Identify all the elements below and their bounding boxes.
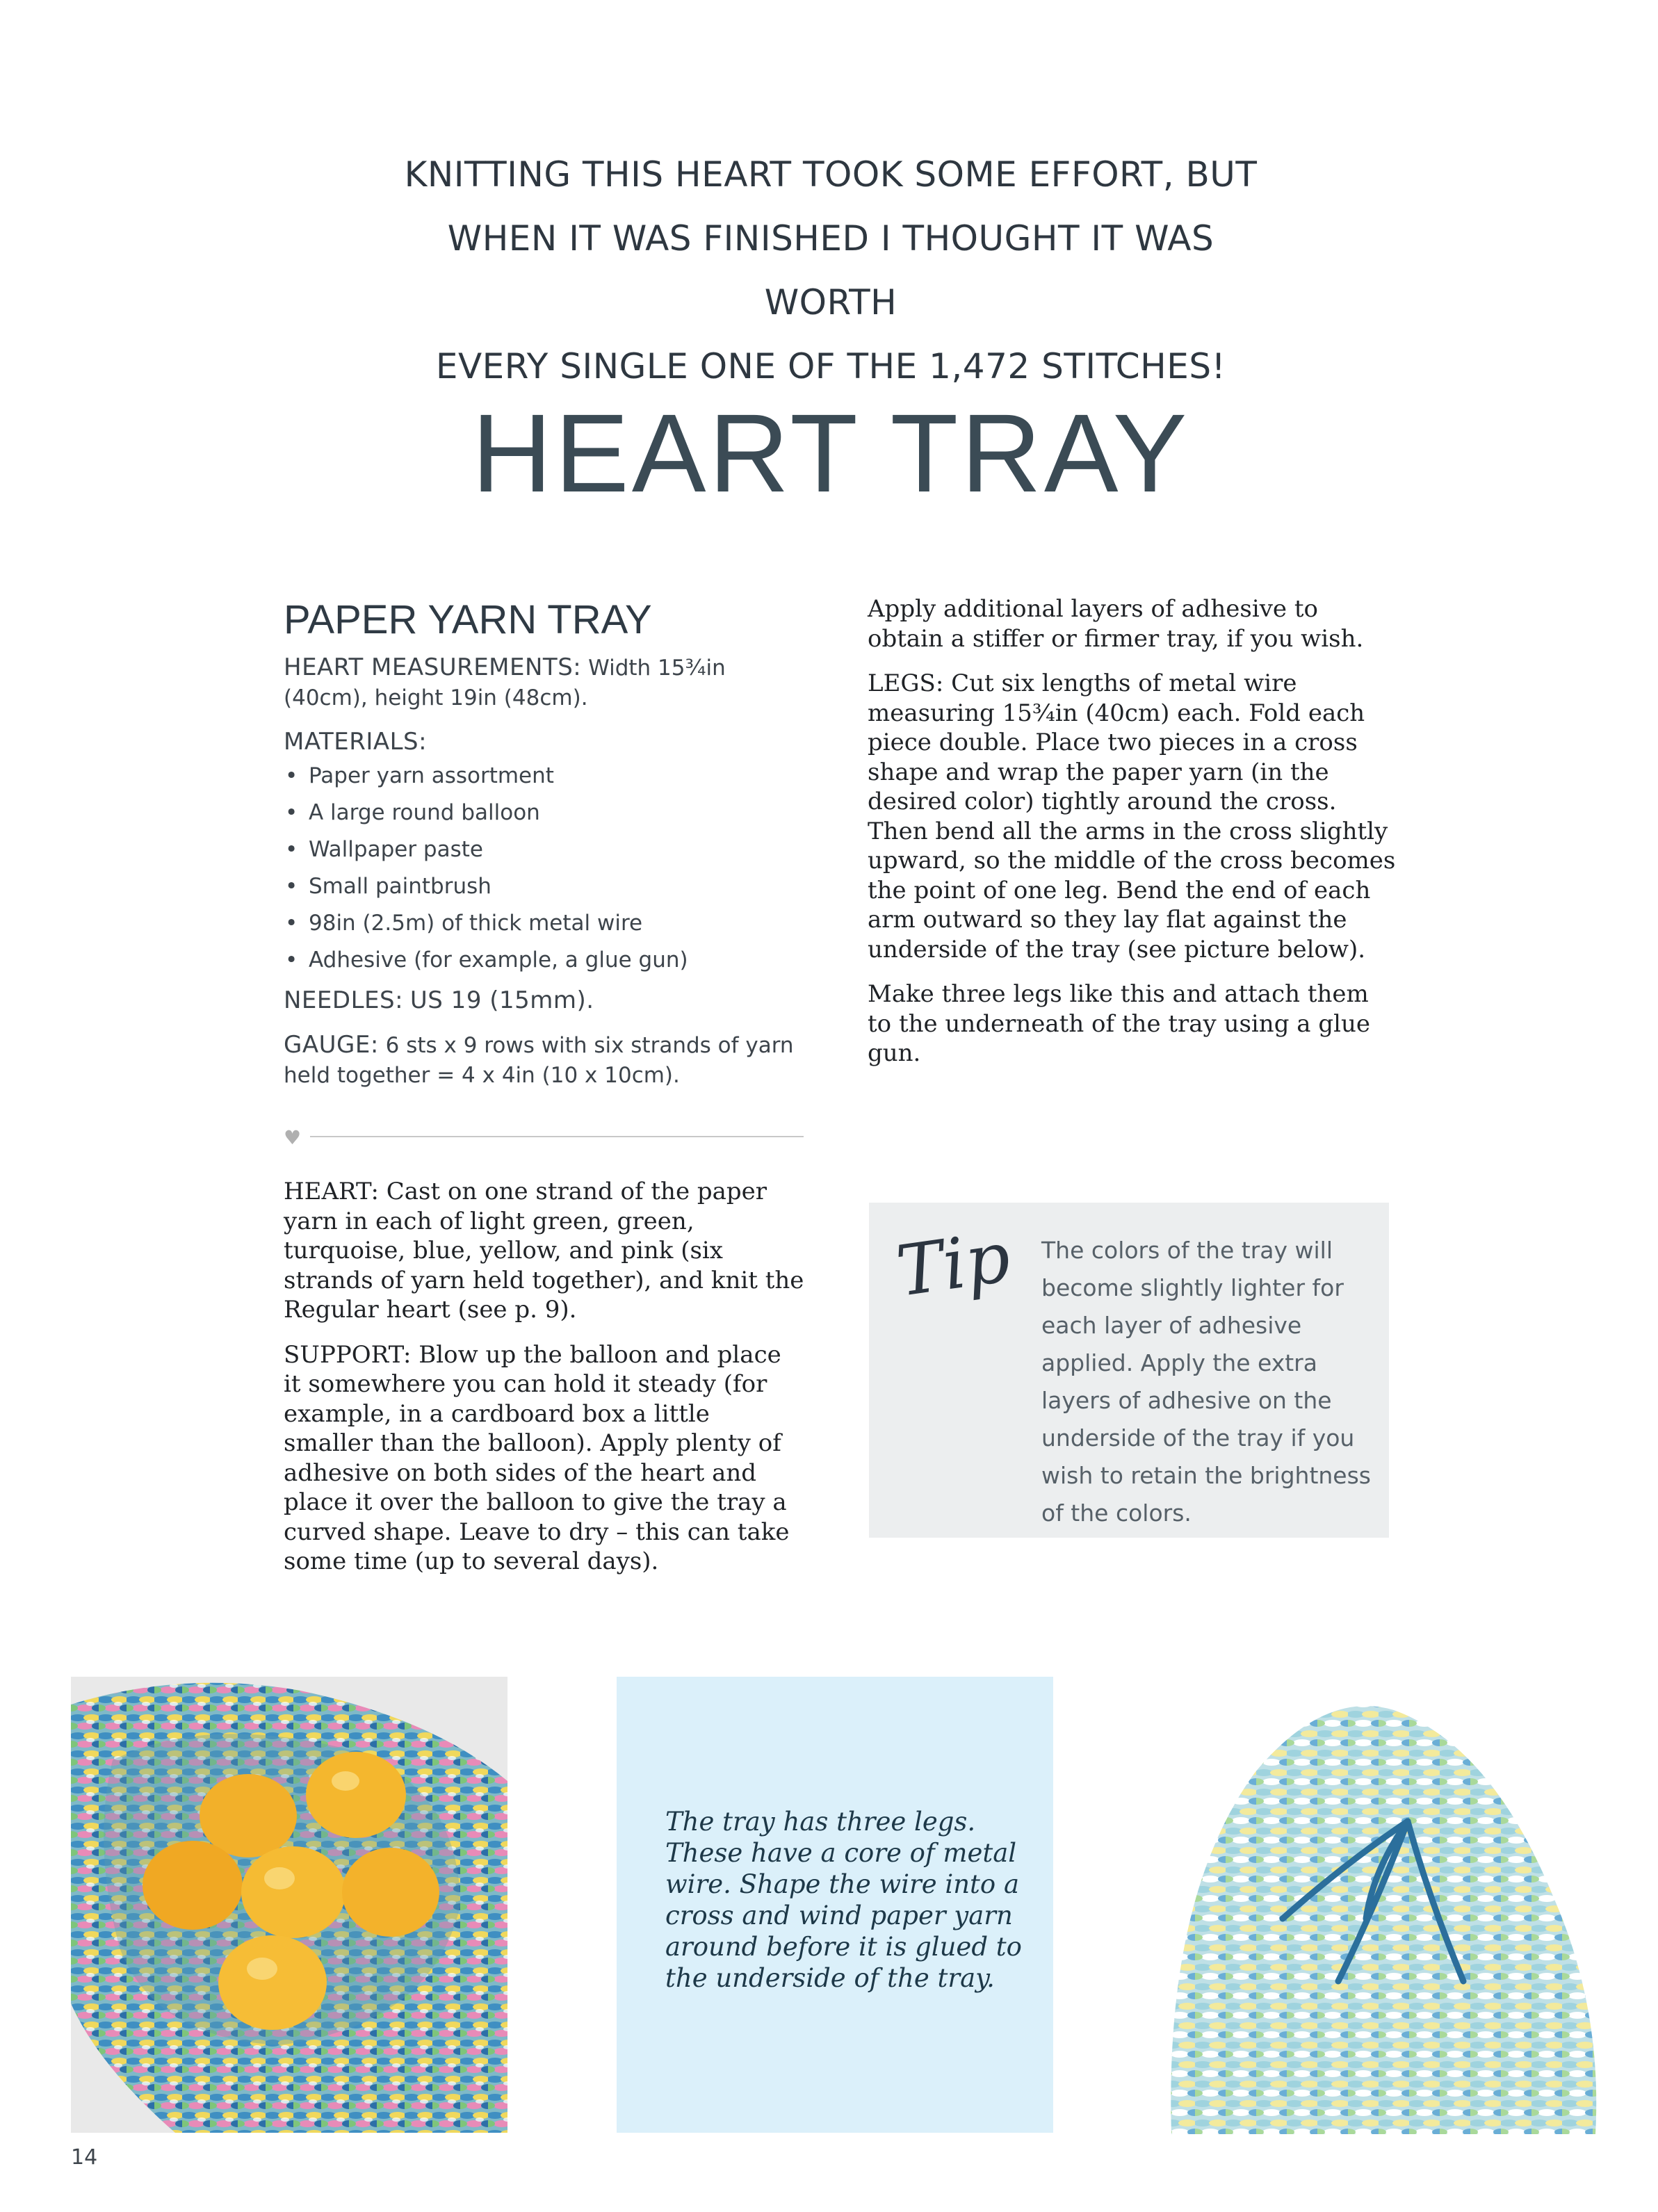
intro-line-2: WHEN IT WAS FINISHED I THOUGHT IT WAS WORTH — [447, 218, 1214, 323]
intro-quote — [389, 143, 1272, 398]
intro-line-3: EVERY SINGLE ONE OF THE 1,472 STITCHES! — [435, 346, 1226, 387]
materials-heading — [284, 727, 812, 758]
measurements-label: HEART MEASUREMENTS: — [284, 653, 582, 681]
legs-paragraph: LEGS: Cut six lengths of metal wire measuring 15¾in (40cm) each. Fold each piece double. Place two pieces in a cross shape and wrap the paper yarn (in the desired color) tightly around the cross. Then bend all the arms in the cross slightly upward, so the middle of the cross becomes the point of one leg. Bend the end of each arm outward so they lay flat against the underside of the tray (see picture below). — [868, 669, 1396, 963]
needles — [284, 986, 812, 1016]
adhesive-paragraph: Apply additional layers of adhesive to obtain a stiffer or firmer tray, if you wish. — [868, 595, 1364, 653]
list-item: • Small paintbrush — [284, 868, 812, 905]
support-paragraph: SUPPORT: Blow up the balloon and place it somewhere you can hold it steady (for example, in a cardboard box a little smaller than the balloon). Apply plenty of adhesive on both sides of the heart and place it over the balloon to give the tray a curved shape. Leave to dry – this can take some time (up to several days). — [284, 1340, 790, 1575]
tray-with-lemons-photo — [71, 1677, 507, 2133]
measurements — [284, 653, 812, 713]
list-item: • Adhesive (for example, a glue gun) — [284, 942, 812, 979]
measurements-value: Width 15¾in (40cm), height 19in (48cm). — [284, 656, 726, 710]
gauge — [284, 1030, 812, 1091]
materials-list — [284, 758, 812, 979]
section-divider — [284, 1126, 805, 1147]
heart-icon: ♥ — [284, 1126, 302, 1149]
materials-label: MATERIALS: — [284, 728, 428, 756]
pattern-specs — [284, 596, 812, 1105]
gauge-value: 6 sts x 9 rows with six strands of yarn held together = 4 x 4in (10 x 10cm). — [284, 1033, 794, 1088]
gauge-label: GAUGE: — [284, 1031, 379, 1059]
page-number: 14 — [71, 2145, 98, 2170]
list-item: • 98in (2.5m) of thick metal wire — [284, 905, 812, 942]
instructions-left — [284, 1177, 805, 1592]
divider-line — [310, 1136, 804, 1137]
list-item: • Wallpaper paste — [284, 831, 812, 868]
section-heading: PAPER YARN TRAY — [284, 597, 652, 642]
instructions-right — [868, 594, 1396, 1084]
tip-label: Tip — [891, 1216, 1016, 1312]
list-item: • A large round balloon — [284, 795, 812, 831]
tip-text: The colors of the tray will become slightly lighter for each layer of adhesive applied. Apply the extra layers of adhesive on the underside of the tray if you wish to retain the brightness of the colors. — [1041, 1237, 1371, 1527]
photo-caption: The tray has three legs. These have a core of metal wire. Shape the wire into a cross and wind paper yarn around before it is glued to the underside of the tray. — [665, 1807, 1022, 1993]
heart-paragraph: HEART: Cast on one strand of the paper yarn in each of light green, green, turquoise, blue, yellow, and pink (six strands of yarn held together), and knit the Regular heart (see p. 9). — [284, 1178, 804, 1324]
page-title: HEART TRAY — [471, 391, 1190, 515]
intro-line-1: KNITTING THIS HEART TOOK SOME EFFORT, BUT — [404, 154, 1258, 195]
attach-paragraph: Make three legs like this and attach them to the underneath of the tray using a glue gun. — [868, 980, 1370, 1067]
needles-label: NEEDLES: — [284, 986, 404, 1014]
tray-legs-photo — [1164, 1689, 1602, 2134]
needles-value: US 19 (15mm). — [409, 986, 594, 1014]
list-item: • Paper yarn assortment — [284, 758, 812, 795]
